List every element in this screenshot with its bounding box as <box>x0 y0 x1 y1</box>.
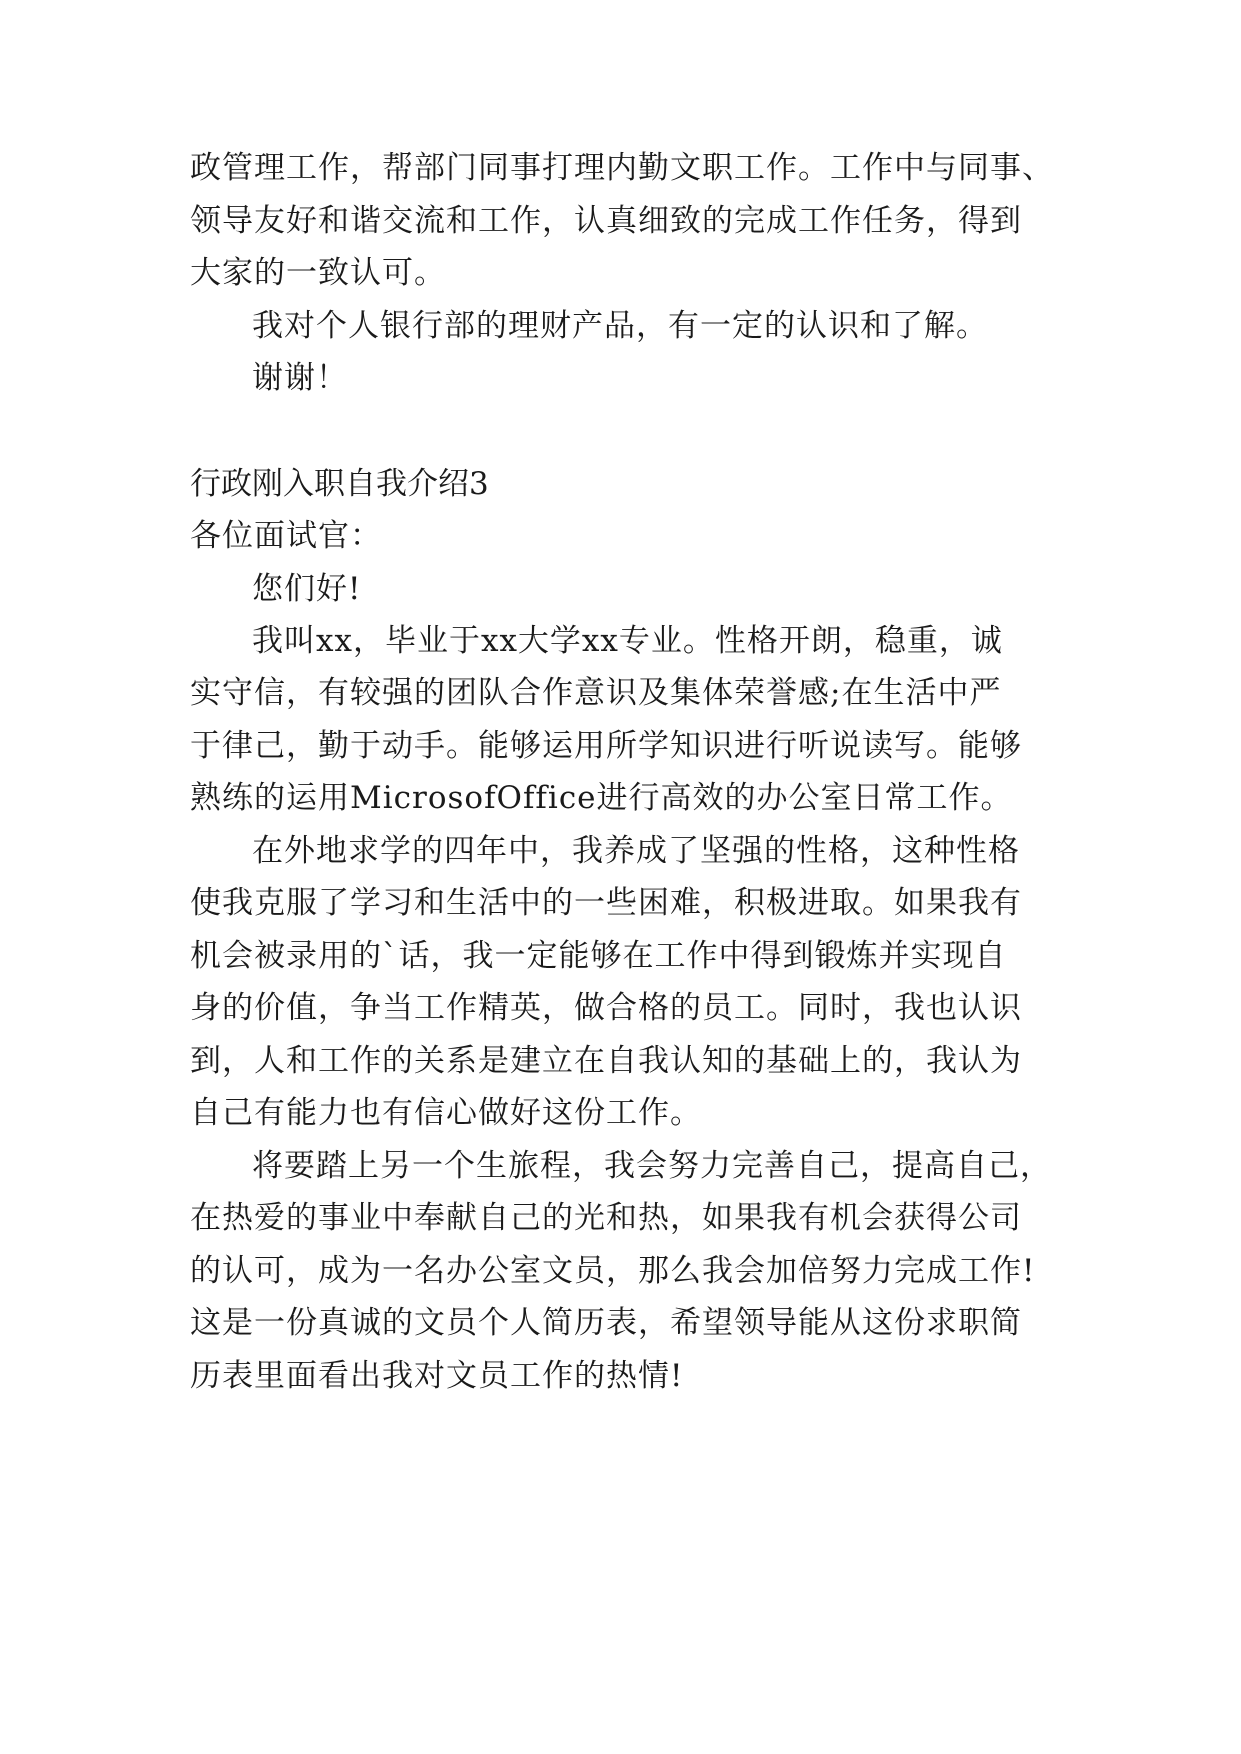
intro-line4: 熟练的运用MicrosofOffice进行高效的办公室日常工作。 <box>190 780 1013 816</box>
prev-paragraph2: 我对个人银行部的理财产品，有一定的认识和了解。 <box>252 308 988 344</box>
intro-line1: 我叫xx，毕业于xx大学xx专业。性格开朗，稳重，诚 <box>252 623 1003 659</box>
prev-paragraph1-line2: 领导友好和谐交流和工作，认真细致的完成工作任务，得到 <box>190 203 1022 239</box>
study-line1: 在外地求学的四年中，我养成了坚强的性格，这种性格 <box>252 833 1020 869</box>
prev-paragraph1-line1: 政管理工作，帮部门同事打理内勤文职工作。工作中与同事、 <box>190 150 1054 186</box>
study-line2: 使我克服了学习和生活中的一些困难，积极进取。如果我有 <box>190 885 1022 921</box>
section-title: 行政刚入职自我介绍3 <box>190 466 489 502</box>
study-line5: 到，人和工作的关系是建立在自我认知的基础上的，我认为 <box>190 1043 1022 1079</box>
future-line4: 这是一份真诚的文员个人简历表，希望领导能从这份求职简 <box>190 1305 1022 1341</box>
prev-paragraph1-line3: 大家的一致认可。 <box>190 255 446 291</box>
greeting: 您们好! <box>252 571 362 607</box>
intro-line3: 于律己，勤于动手。能够运用所学知识进行听说读写。能够 <box>190 728 1022 764</box>
future-line2: 在热爱的事业中奉献自己的光和热，如果我有机会获得公司 <box>190 1200 1022 1236</box>
future-line1: 将要踏上另一个生旅程，我会努力完善自己，提高自己， <box>252 1148 1052 1184</box>
study-line6: 自己有能力也有信心做好这份工作。 <box>190 1095 702 1131</box>
future-line5: 历表里面看出我对文员工作的热情! <box>190 1358 684 1394</box>
study-line3: 机会被录用的`话，我一定能够在工作中得到锻炼并实现自 <box>190 938 1007 974</box>
future-line3: 的认可，成为一名办公室文员，那么我会加倍努力完成工作! <box>190 1253 1036 1289</box>
intro-line2: 实守信，有较强的团队合作意识及集体荣誉感;在生活中严 <box>190 675 1002 711</box>
thanks-text: 谢谢！ <box>252 360 348 396</box>
salutation: 各位面试官： <box>190 518 382 554</box>
study-line4: 身的价值，争当工作精英，做合格的员工。同时，我也认识 <box>190 990 1022 1026</box>
